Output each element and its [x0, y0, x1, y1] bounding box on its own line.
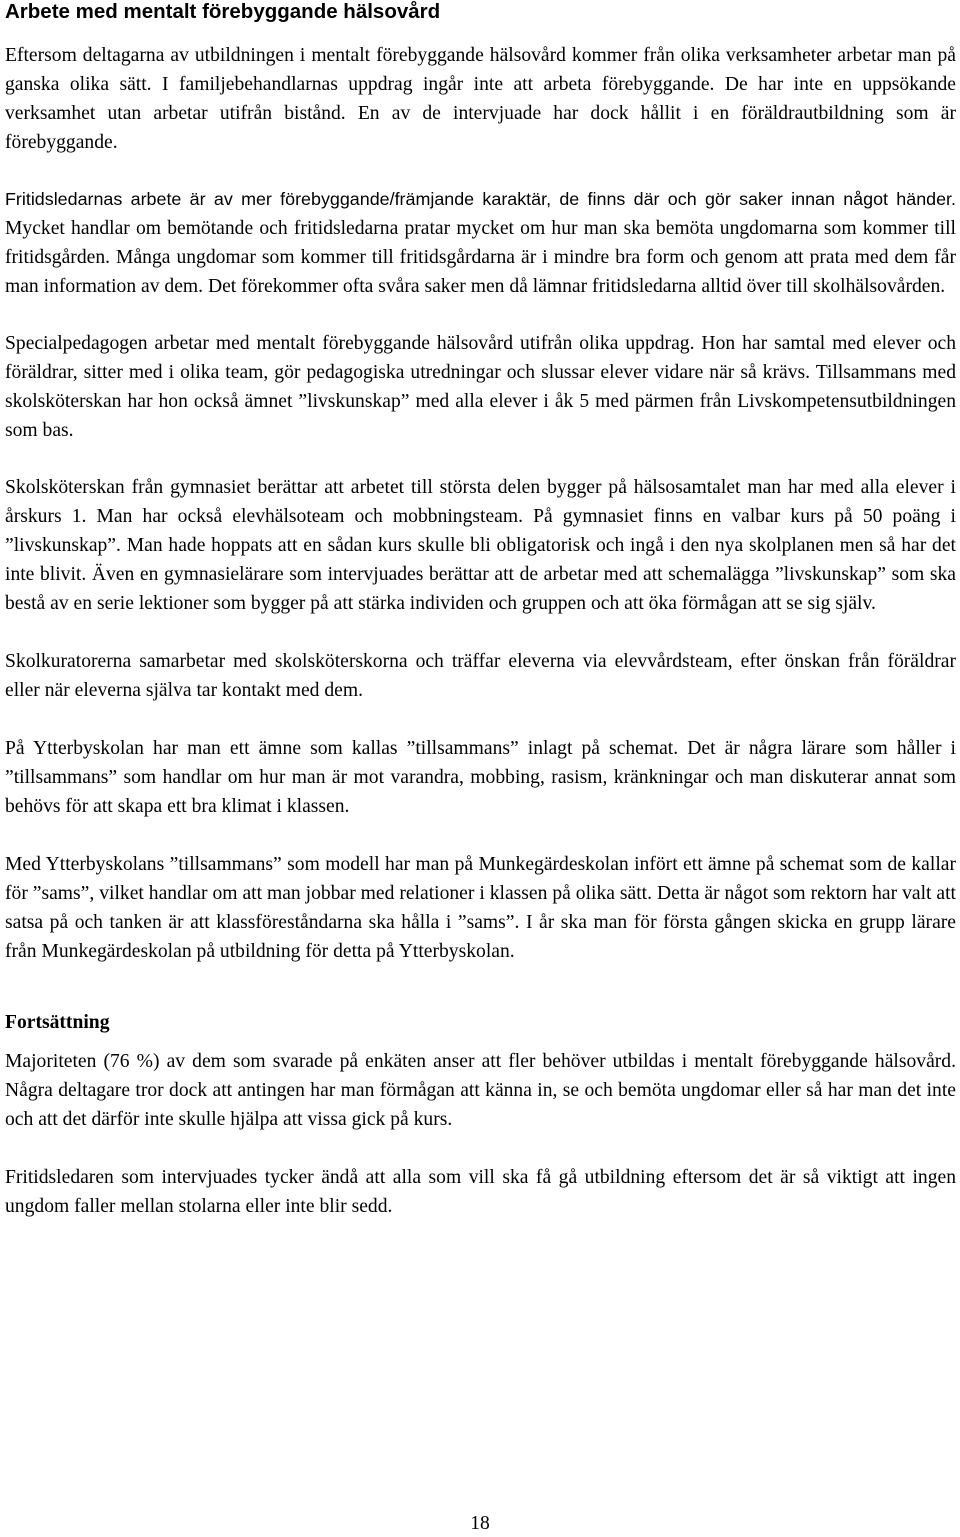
paragraph-munkegardeskolan: Med Ytterbyskolans ”tillsammans” som modell har man på Munkegärdeskolan infört ett ämne på schemat som de kallar för ”sams”, vilket handlar om att man jobbar med relationer i klassen på olika sätt. Detta är något som rektorn har valt att satsa på och tanken är att klassföreståndarna ska hålla i ”sams”. I år ska man för första gången skicka en grupp lärare från Munkegärdeskolan på utbildning för detta på Ytterbyskolan. — [5, 854, 956, 962]
page-number: 18 — [470, 1513, 490, 1534]
paragraph-fritidsledarnas — [5, 185, 956, 301]
paragraph-specialpedagogen: Specialpedagogen arbetar med mentalt förebyggande hälsovård utifrån olika uppdrag. Hon har samtal med elever och föräldrar, sitter med i olika team, gör pedagogiska utredningar och slussar elever vidare när så krävs. Tillsammans med skolsköterskan har hon också ämnet ”livskunskap” med alla elever i åk 5 med pärmen från Livskompetensutbildningen som bas. — [5, 333, 956, 441]
section-heading-fortsattning: Fortsättning — [5, 1012, 110, 1033]
paragraph-fritidsledaren: Fritidsledaren som intervjuades tycker ändå att alla som vill ska få gå utbildning eftersom det är så viktigt att ingen ungdom faller mellan stolarna eller inte blir sedd. — [5, 1167, 956, 1217]
section-heading: Arbete med mentalt förebyggande hälsovård — [5, 0, 441, 23]
paragraph-fritidsledarnas-rest: Mycket handlar om bemötande och fritidsledarna pratar mycket om hur man ska bemöta ungdomarna som kommer till fritidsgården. Många ungdomar som kommer till fritidsgårdarna är i mindre bra form och genom att prata med dem får man information av dem. Det förekommer ofta svåra saker men då lämnar fritidsledarna alltid över till skolhälsovården. — [5, 218, 956, 297]
document-page — [5, 0, 956, 1221]
paragraph-skolkuratorerna: Skolkuratorerna samarbetar med skolsköterskorna och träffar eleverna via elevvårdsteam, efter önskan från föräldrar eller när eleverna själva tar kontakt med dem. — [5, 651, 956, 701]
paragraph-majoriteten: Majoriteten (76 %) av dem som svarade på enkäten anser att fler behöver utbildas i mentalt förebyggande hälsovård. Några deltagare tror dock att antingen har man förmågan att känna in, se och bemöta ungdomar eller så har man det inte och att det därför inte skulle hjälpa att vissa gick på kurs. — [5, 1051, 956, 1130]
paragraph-skolskoterskan: Skolsköterskan från gymnasiet berättar att arbetet till största delen bygger på hälsosamtalet man har med alla elever i årskurs 1. Man har också elevhälsoteam och mobbningsteam. På gymnasiet finns en valbar kurs på 50 poäng i ”livskunskap”. Man hade hoppats att en sådan kurs skulle bli obligatorisk och ingå i den nya skolplanen men så har det inte blivit. Även en gymnasielärare som intervjuades berättar att de arbetar med att schemalägga ”livskunskap” som ska bestå av en serie lektioner som bygger på att stärka individen och gruppen och att öka förmågan att se sig själv. — [5, 477, 956, 614]
paragraph-ytterbyskolan: På Ytterbyskolan har man ett ämne som kallas ”tillsammans” inlagt på schemat. Det är några lärare som håller i ”tillsammans” som handlar om hur man är mot varandra, mobbing, rasism, kränkningar och man diskuterar annat som behövs för att skapa ett bra klimat i klassen. — [5, 738, 956, 817]
paragraph-fritidsledarnas-lead: Fritidsledarnas arbete är av mer förebyggande/främjande karaktär, de finns där och gör saker innan något händer. — [5, 189, 956, 209]
paragraph-intro: Eftersom deltagarna av utbildningen i mentalt förebyggande hälsovård kommer från olika verksamheter arbetar man på ganska olika sätt. I familjebehandlarnas uppdrag ingår inte att arbeta förebyggande. De har inte en uppsökande verksamhet utan arbetar utifrån bistånd. En av de intervjuade har dock hållit i en föräldrautbildning som är förebyggande. — [5, 45, 956, 153]
